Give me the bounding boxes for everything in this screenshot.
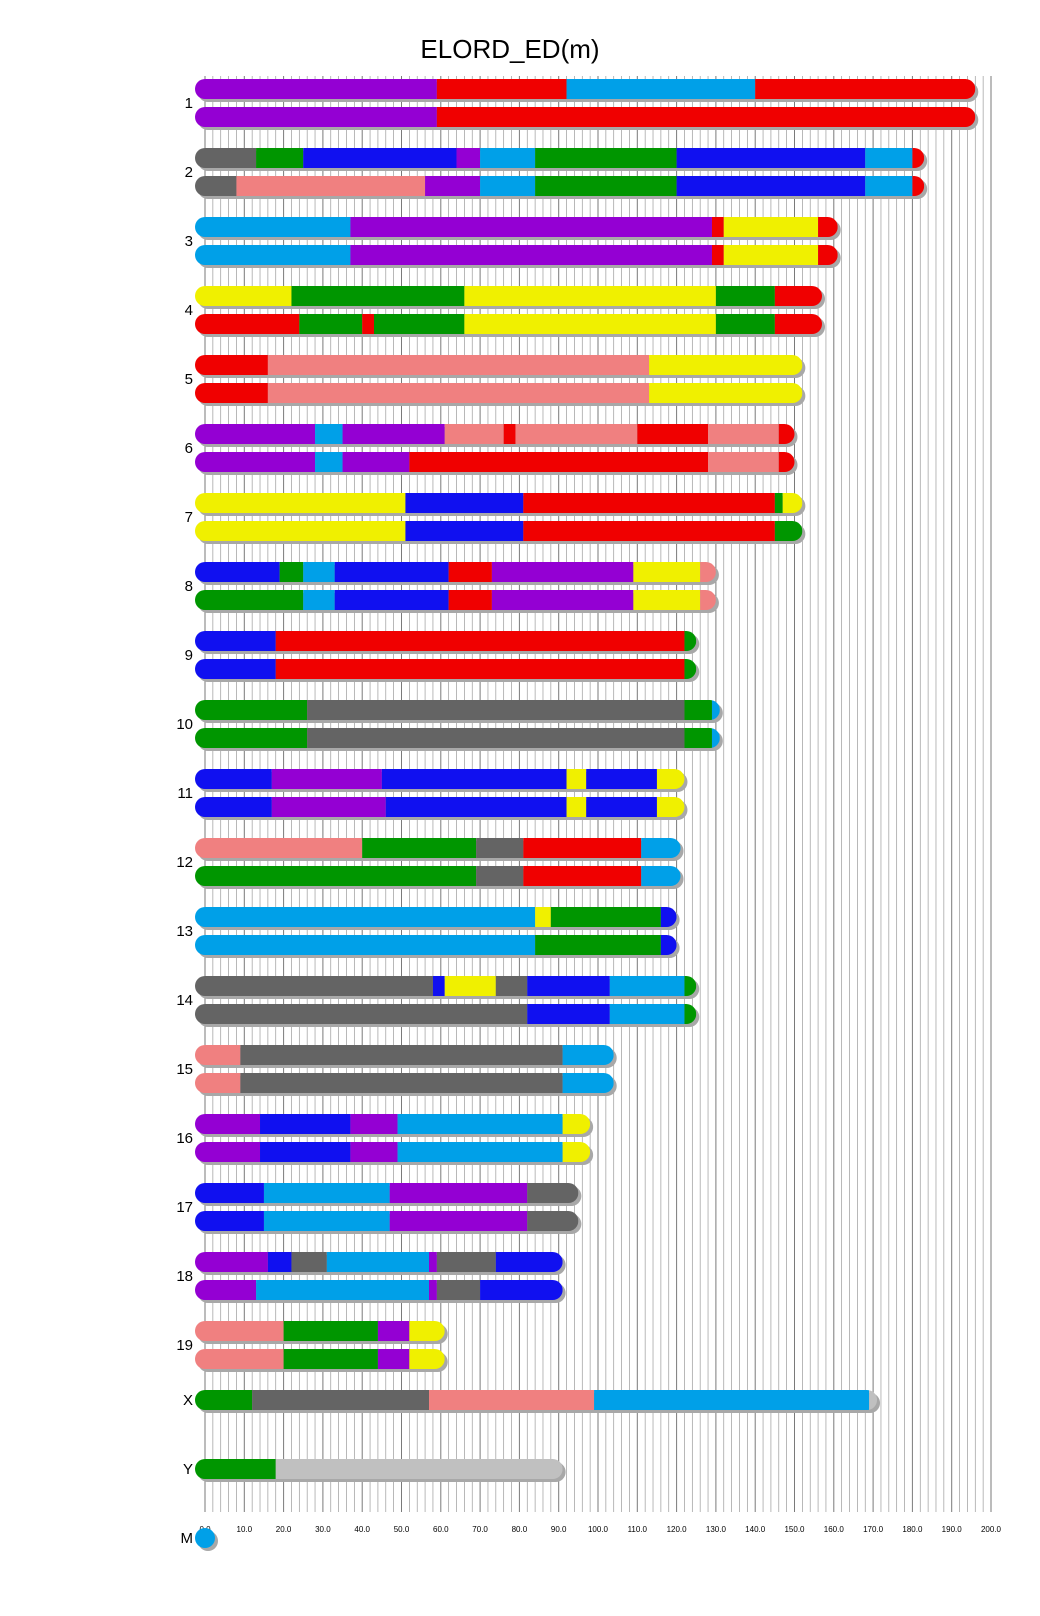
segment-blue — [527, 1004, 610, 1024]
x-tick-label: 190.0 — [941, 1525, 962, 1534]
segment-green — [195, 866, 476, 886]
segment-red — [523, 866, 641, 886]
segment-red — [523, 838, 641, 858]
segment-yellow — [567, 797, 587, 817]
haplotype-bar — [195, 217, 838, 237]
haplotype-bar — [195, 797, 684, 817]
chromosome-label: Y — [182, 1461, 193, 1478]
segment-green — [716, 286, 775, 306]
haplotype-bar — [195, 1390, 877, 1410]
segment-lightblue — [594, 1390, 869, 1410]
segment-lightblue — [563, 1045, 614, 1065]
segment-yellow — [567, 769, 587, 789]
haplotype-bar — [195, 1280, 563, 1300]
segment-yellow — [563, 1142, 591, 1162]
segment-blue — [386, 797, 567, 817]
segment-green — [684, 700, 712, 720]
chromosome-2 — [185, 148, 928, 199]
chromosome-label: 2 — [184, 164, 193, 181]
segment-darkgray — [437, 1280, 480, 1300]
segment-red — [755, 79, 975, 99]
segment-darkgray — [195, 976, 433, 996]
haplotype-bar — [195, 976, 696, 996]
segment-darkgray — [437, 1252, 496, 1272]
segment-green — [195, 700, 307, 720]
segment-red — [449, 590, 492, 610]
segment-purple — [429, 1280, 437, 1300]
x-axis-ticks — [199, 1525, 1001, 1534]
segment-pink — [268, 383, 649, 403]
x-tick-label: 40.0 — [354, 1525, 370, 1534]
segment-red — [437, 79, 567, 99]
segment-blue — [260, 1142, 350, 1162]
chromosome-label: 9 — [184, 647, 193, 664]
segment-darkgray — [527, 1211, 578, 1231]
segment-green — [551, 907, 661, 927]
chart-title: ELORD_ED(m) — [420, 34, 600, 64]
haplotype-bar — [195, 907, 677, 927]
x-tick-label: 70.0 — [472, 1525, 488, 1534]
segment-blue — [195, 631, 276, 651]
segment-lightblue — [303, 590, 334, 610]
chromosome-19 — [176, 1321, 447, 1372]
x-tick-label: 100.0 — [587, 1525, 609, 1534]
segment-lightblue — [256, 1280, 429, 1300]
chromosome-14 — [176, 976, 699, 1027]
chromosome-8 — [185, 562, 719, 613]
segment-yellow — [535, 907, 551, 927]
segment-red — [449, 562, 492, 582]
haplotype-bar — [195, 866, 681, 886]
haplotype-bar — [195, 769, 684, 789]
haplotype-bar — [195, 935, 677, 955]
segment-red — [409, 452, 708, 472]
segment-green — [535, 148, 676, 168]
segment-red — [712, 245, 724, 265]
segment-purple — [195, 1142, 260, 1162]
segment-pink — [445, 424, 504, 444]
segment-red — [523, 521, 775, 541]
segment-red — [437, 107, 975, 127]
segment-lightblue — [567, 79, 756, 99]
haplotype-bar — [195, 590, 716, 610]
segment-purple — [195, 452, 315, 472]
segment-purple — [390, 1183, 528, 1203]
x-tick-label: 50.0 — [393, 1525, 410, 1534]
haplotype-bar — [195, 1211, 578, 1231]
haplotype-bar — [195, 1252, 563, 1272]
segment-lightblue — [610, 1004, 685, 1024]
segment-purple — [195, 1280, 256, 1300]
segment-blue — [195, 797, 272, 817]
segment-green — [291, 286, 464, 306]
segment-purple — [343, 424, 445, 444]
segment-lightblue — [315, 452, 343, 472]
chromosome-label: 14 — [176, 992, 193, 1009]
segment-purple — [272, 769, 382, 789]
segment-yellow — [783, 493, 803, 513]
segment-green — [535, 176, 676, 196]
segment-green — [684, 728, 712, 748]
haplotype-bar — [195, 493, 802, 513]
segment-lightblue — [641, 866, 680, 886]
segment-blue — [586, 769, 657, 789]
segment-lightblue — [865, 148, 912, 168]
chromosome-4 — [185, 286, 825, 337]
segment-purple — [350, 245, 712, 265]
chromosome-m — [181, 1528, 219, 1551]
segment-yellow — [649, 383, 802, 403]
haplotype-bar — [195, 176, 924, 196]
haplotype-bar — [195, 79, 975, 99]
segment-yellow — [633, 590, 700, 610]
haplotype-bar — [195, 1321, 445, 1341]
chromosome-13 — [176, 907, 679, 958]
chromosome-x — [183, 1390, 880, 1413]
segment-yellow — [649, 355, 802, 375]
haplotype-bar — [195, 1142, 590, 1162]
segment-pink — [429, 1390, 594, 1410]
haplotype-bar — [195, 1073, 614, 1093]
haplotype-bar — [195, 1528, 215, 1548]
segment-lightblue — [563, 1073, 614, 1093]
segment-purple — [272, 797, 386, 817]
x-tick-label: 20.0 — [275, 1525, 292, 1534]
segment-darkgray — [496, 976, 527, 996]
haplotype-bar — [195, 1114, 590, 1134]
haplotype-bar — [195, 521, 802, 541]
chromosome-label: 11 — [177, 785, 193, 802]
segment-green — [374, 314, 464, 334]
haplotype-bar — [195, 148, 924, 168]
chromosome-label: 7 — [184, 509, 193, 526]
segment-lightblue — [195, 245, 350, 265]
chromosome-5 — [185, 355, 806, 406]
segment-yellow — [724, 217, 818, 237]
chromosome-label: M — [180, 1530, 193, 1547]
segment-purple — [492, 590, 633, 610]
haplotype-bar — [195, 838, 681, 858]
segment-yellow — [657, 769, 685, 789]
segment-blue — [195, 659, 276, 679]
segment-pink — [195, 1073, 240, 1093]
segment-darkgray — [195, 148, 256, 168]
segment-red — [818, 245, 838, 265]
segment-green — [775, 521, 803, 541]
haplotype-bar — [195, 107, 975, 127]
x-tick-label: 140.0 — [745, 1525, 766, 1534]
segment-blue — [260, 1114, 350, 1134]
chromosome-1 — [185, 79, 979, 130]
chromosome-9 — [185, 631, 700, 682]
segment-lightblue — [195, 935, 535, 955]
segment-lightblue — [480, 148, 535, 168]
segment-blue — [405, 493, 523, 513]
segment-red — [712, 217, 724, 237]
segment-pink — [195, 1321, 284, 1341]
chromosome-11 — [177, 769, 687, 820]
segment-pink — [195, 838, 362, 858]
x-tick-label: 90.0 — [550, 1525, 567, 1534]
segment-yellow — [195, 286, 291, 306]
segment-yellow — [563, 1114, 591, 1134]
segment-purple — [350, 1114, 397, 1134]
segment-lightblue — [865, 176, 912, 196]
x-tick-label: 10.0 — [236, 1525, 253, 1534]
haplotype-bar — [195, 355, 802, 375]
haplotype-bar — [195, 562, 716, 582]
segment-red — [775, 314, 822, 334]
segment-blue — [268, 1252, 292, 1272]
segment-darkgray — [307, 700, 684, 720]
segment-lightblue — [641, 838, 680, 858]
segment-green — [775, 493, 783, 513]
segment-darkgray — [240, 1073, 562, 1093]
segment-darkgray — [307, 728, 684, 748]
segment-red — [637, 424, 708, 444]
segment-green — [362, 838, 476, 858]
segment-green — [280, 562, 304, 582]
segment-purple — [195, 1252, 268, 1272]
chromosome-10 — [176, 700, 723, 751]
segment-yellow — [409, 1321, 444, 1341]
chromosome-label: 4 — [184, 302, 193, 319]
chromosome-label: 12 — [176, 854, 193, 871]
segment-darkgray — [291, 1252, 326, 1272]
chromosome-label: 6 — [184, 440, 193, 457]
chromosome-label: 16 — [176, 1130, 193, 1147]
segment-blue — [405, 521, 523, 541]
chromosome-label: 17 — [176, 1199, 193, 1216]
segment-red — [818, 217, 838, 237]
segment-green — [195, 1390, 252, 1410]
x-tick-label: 120.0 — [666, 1525, 687, 1534]
segment-red — [276, 631, 685, 651]
segment-lightblue — [195, 1528, 215, 1548]
segment-red — [195, 383, 268, 403]
segment-purple — [378, 1321, 409, 1341]
segment-purple — [457, 148, 481, 168]
haplotype-bar — [195, 1459, 563, 1479]
x-tick-label: 110.0 — [627, 1525, 648, 1534]
segment-purple — [492, 562, 633, 582]
segment-red — [523, 493, 775, 513]
segment-red — [195, 355, 268, 375]
chromosome-label: 15 — [176, 1061, 193, 1078]
segment-darkgray — [195, 176, 236, 196]
segment-darkgray — [252, 1390, 429, 1410]
haplotype-bar — [195, 1349, 445, 1369]
chromosome-6 — [185, 424, 798, 475]
haplotype-bar — [195, 314, 822, 334]
segment-darkgray — [195, 1004, 527, 1024]
segment-purple — [195, 424, 315, 444]
segment-purple — [350, 1142, 397, 1162]
segment-pink — [195, 1045, 240, 1065]
haplotype-bar — [195, 1045, 614, 1065]
segment-purple — [195, 1114, 260, 1134]
segment-red — [362, 314, 374, 334]
segment-green — [535, 935, 661, 955]
segment-lightblue — [264, 1211, 390, 1231]
haplotype-bar — [195, 245, 838, 265]
segment-darkgray — [476, 838, 523, 858]
chromosome-label: 1 — [184, 95, 193, 112]
segment-purple — [343, 452, 410, 472]
chromosome-3 — [185, 217, 841, 268]
segment-blue — [335, 562, 449, 582]
segment-blue — [677, 176, 866, 196]
haplotype-bar — [195, 1004, 696, 1024]
chromosome-16 — [176, 1114, 593, 1165]
segment-green — [195, 590, 303, 610]
segment-green — [299, 314, 362, 334]
segment-blue — [586, 797, 657, 817]
segment-purple — [429, 1252, 437, 1272]
segment-lightgray — [276, 1459, 563, 1479]
segment-pink — [515, 424, 637, 444]
haplotype-bar — [195, 700, 720, 720]
segment-pink — [708, 424, 779, 444]
chromosome-tracks — [176, 79, 978, 1551]
segment-purple — [350, 217, 712, 237]
chromosome-18 — [176, 1252, 565, 1303]
segment-yellow — [464, 314, 716, 334]
segment-yellow — [195, 521, 405, 541]
haplotype-bar — [195, 659, 696, 679]
segment-blue — [303, 148, 456, 168]
segment-lightblue — [398, 1114, 563, 1134]
segment-yellow — [445, 976, 496, 996]
segment-red — [276, 659, 685, 679]
x-tick-label: 80.0 — [511, 1525, 528, 1534]
segment-green — [716, 314, 775, 334]
segment-lightblue — [303, 562, 334, 582]
x-tick-label: 150.0 — [784, 1525, 805, 1534]
x-tick-label: 130.0 — [705, 1525, 726, 1534]
segment-lightblue — [610, 976, 685, 996]
segment-lightblue — [398, 1142, 563, 1162]
segment-pink — [236, 176, 425, 196]
segment-lightblue — [315, 424, 343, 444]
segment-lightblue — [327, 1252, 429, 1272]
haplotype-bar — [195, 728, 720, 748]
segment-yellow — [657, 797, 685, 817]
segment-purple — [425, 176, 480, 196]
haplotype-bar — [195, 286, 822, 306]
haplotype-bar — [195, 1183, 578, 1203]
x-tick-label: 200.0 — [980, 1525, 1002, 1534]
segment-blue — [195, 1211, 264, 1231]
chromosome-label: 18 — [176, 1268, 193, 1285]
segment-green — [195, 728, 307, 748]
segment-pink — [708, 452, 779, 472]
chromosome-label: 3 — [184, 233, 193, 250]
segment-yellow — [633, 562, 700, 582]
segment-yellow — [724, 245, 818, 265]
segment-darkgray — [527, 1183, 578, 1203]
segment-purple — [195, 107, 437, 127]
segment-green — [256, 148, 303, 168]
chromosome-label: 8 — [184, 578, 193, 595]
x-tick-label: 160.0 — [823, 1525, 844, 1534]
segment-purple — [195, 79, 437, 99]
segment-red — [195, 314, 299, 334]
x-tick-label: 30.0 — [315, 1525, 331, 1534]
segment-green — [284, 1349, 378, 1369]
segment-green — [284, 1321, 378, 1341]
segment-red — [504, 424, 516, 444]
segment-lightblue — [195, 907, 535, 927]
segment-pink — [195, 1349, 284, 1369]
segment-lightblue — [195, 217, 350, 237]
x-tick-label: 60.0 — [433, 1525, 449, 1534]
haplotype-bar — [195, 424, 795, 444]
chromosome-17 — [176, 1183, 581, 1234]
segment-darkgray — [476, 866, 523, 886]
segment-blue — [496, 1252, 563, 1272]
segment-purple — [378, 1349, 409, 1369]
segment-darkgray — [240, 1045, 562, 1065]
chromosome-label: 19 — [176, 1337, 193, 1354]
segment-blue — [335, 590, 449, 610]
segment-green — [195, 1459, 276, 1479]
segment-blue — [527, 976, 610, 996]
chromosome-label: 5 — [184, 371, 193, 388]
chromosome-7 — [185, 493, 806, 544]
chromosome-label: 10 — [176, 716, 193, 733]
haplotype-bar — [195, 631, 696, 651]
segment-lightblue — [480, 176, 535, 196]
segment-yellow — [464, 286, 716, 306]
segment-purple — [390, 1211, 528, 1231]
segment-yellow — [409, 1349, 444, 1369]
chromosome-y — [183, 1459, 566, 1482]
x-tick-label: 170.0 — [863, 1525, 884, 1534]
segment-blue — [433, 976, 445, 996]
chromosome-label: 13 — [176, 923, 193, 940]
segment-blue — [195, 769, 272, 789]
haplotype-bar — [195, 452, 795, 472]
segment-blue — [195, 1183, 264, 1203]
haplotype-bar — [195, 383, 802, 403]
segment-lightblue — [264, 1183, 390, 1203]
chromosome-label: X — [182, 1392, 193, 1409]
segment-yellow — [195, 493, 405, 513]
segment-blue — [195, 562, 280, 582]
segment-blue — [382, 769, 567, 789]
x-tick-label: 180.0 — [902, 1525, 923, 1534]
segment-blue — [677, 148, 866, 168]
segment-blue — [480, 1280, 563, 1300]
segment-red — [775, 286, 822, 306]
segment-pink — [268, 355, 649, 375]
